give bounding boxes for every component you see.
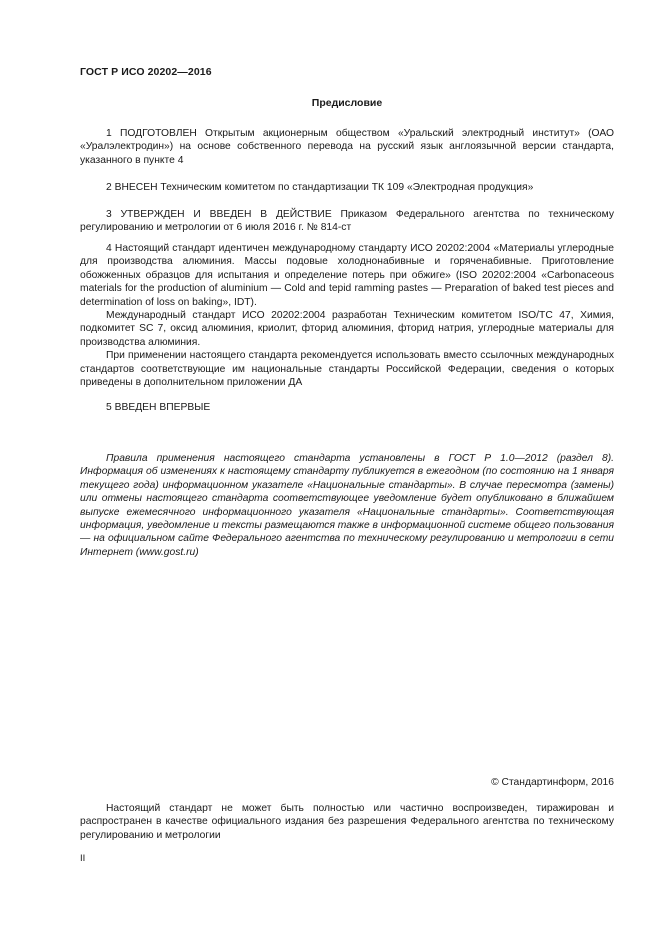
preface-item-4 [80, 242, 614, 389]
preface-item-4-paragraph-2: Международный стандарт ИСО 20202:2004 разработан Техническим комитетом ISO/TC 47, Химия, подкомитет SC 7, оксид алюминия, криолит, фторид алюминия, фторид натрия, углеродные материалы для производства алюминия. [80, 310, 614, 348]
preface-item-3 [80, 208, 614, 235]
preface-item-2-text: 2 ВНЕСЕН Техническим комитетом по стандартизации ТК 109 «Электродная продукция» [106, 182, 534, 193]
application-notice [80, 452, 614, 559]
preface-item-4-paragraph-1: 4 Настоящий стандарт идентичен международному стандарту ИСО 20202:2004 «Материалы углеродные для производства алюминия. Массы подовые холоднонабивные и горяченабивные. Приготовление обожженных образцов для испытания и определение потерь при обжиге» (ISO 20202:2004 «Carbonaceous materials for the production of aluminium — Cold and tepid ramming pastes — Preparation of baked test pieces and determination of loss on baking», IDT). [80, 243, 614, 308]
preface-item-2 [80, 181, 614, 194]
preface-item-3-text: 3 УТВЕРЖДЕН И ВВЕДЕН В ДЕЙСТВИЕ Приказом Федерального агентства по техническому регулированию и метрологии от 6 июля 2016 г. № 814-ст [80, 209, 614, 234]
reproduction-notice [80, 802, 614, 842]
reproduction-notice-text: Настоящий стандарт не может быть полностью или частично воспроизведен, тиражирован и распространен в качестве официального издания без разрешения Федерального агентства по техническому регулированию и метрологии [80, 803, 614, 841]
section-title: Предисловие [311, 97, 383, 109]
application-notice-text: Правила применения настоящего стандарта установлены в ГОСТ Р 1.0—2012 (раздел 8). Информация об изменениях к настоящему стандарту публикуется в ежегодном (по состоянию на 1 января текущего года) информационном указателе «Национальные стандарты». В случае пересмотра (замены) или отмены настоящего стандарта соответствующее уведомление будет опубликовано в ближайшем выпуске ежемесячного информационного указателя «Национальные стандарты». Соответствующая информация, уведомление и тексты размещаются также в информационной системе общего пользования — на официальном сайте Федерального агентства по техническому регулированию и метрологии в сети Интернет (www.gost.ru) [80, 453, 614, 558]
preface-item-1-text: 1 ПОДГОТОВЛЕН Открытым акционерным обществом «Уральский электродный институт» (ОАО «Уралэлектродин») на основе собственного перевода на русский язык англоязычной версии стандарта, указанного в пункте 4 [80, 128, 614, 166]
preface-item-1 [80, 127, 614, 167]
preface-item-4-paragraph-3: При применении настоящего стандарта рекомендуется использовать вместо ссылочных международных стандартов соответствующие им национальные стандарты Российской Федерации, сведения о которых приведены в дополнительном приложении ДА [80, 350, 614, 389]
page-number: II [80, 853, 86, 864]
preface-item-5-text: 5 ВВЕДЕН ВПЕРВЫЕ [106, 402, 211, 413]
copyright-line: © Стандартинформ, 2016 [491, 777, 614, 788]
document-header: ГОСТ Р ИСО 20202—2016 [80, 66, 212, 78]
preface-item-5 [80, 401, 614, 414]
